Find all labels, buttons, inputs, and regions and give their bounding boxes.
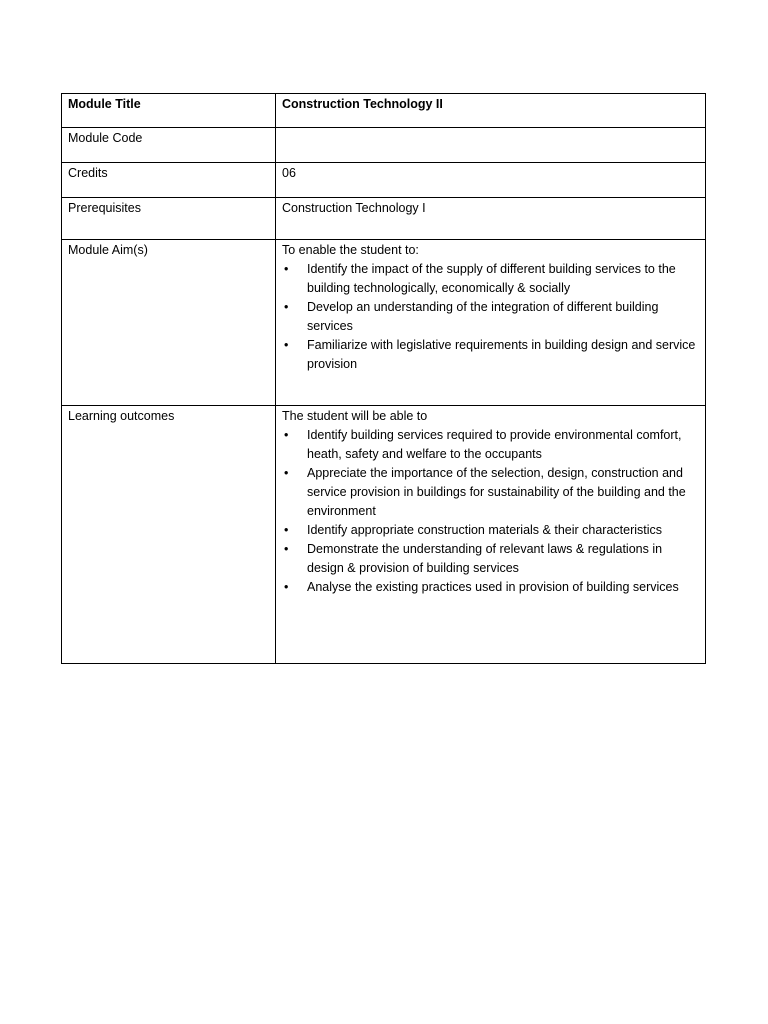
bullet-icon: • <box>284 542 289 556</box>
bullet-icon: • <box>284 300 289 314</box>
list-item <box>282 464 699 521</box>
bullet-icon: • <box>284 466 289 480</box>
list-item <box>282 578 699 597</box>
module-title-value: Construction Technology II <box>276 94 706 128</box>
module-aim-text: Identify the impact of the supply of different building services to the building technologically, economically & socially <box>307 262 676 295</box>
bullet-icon: • <box>284 523 289 537</box>
row-module-title <box>62 94 706 128</box>
row-module-aims <box>62 240 706 406</box>
list-item <box>282 336 699 374</box>
credits-value: 06 <box>276 163 706 198</box>
list-item <box>282 540 699 578</box>
learning-outcome-text: Analyse the existing practices used in provision of building services <box>307 580 679 594</box>
module-aims-list <box>282 260 699 374</box>
learning-outcome-text: Identify building services required to provide environmental comfort, heath, safety and welfare to the occupants <box>307 428 682 461</box>
learning-outcomes-intro: The student will be able to <box>282 409 428 423</box>
module-code-label: Module Code <box>62 128 276 163</box>
credits-label: Credits <box>62 163 276 198</box>
list-item <box>282 426 699 464</box>
module-descriptor-table <box>61 93 706 664</box>
row-learning-outcomes <box>62 406 706 664</box>
module-title-label: Module Title <box>62 94 276 128</box>
row-prerequisites <box>62 198 706 240</box>
bullet-icon: • <box>284 580 289 594</box>
learning-outcome-text: Identify appropriate construction materials & their characteristics <box>307 523 663 537</box>
learning-outcome-text: Appreciate the importance of the selection, design, construction and service provision in buildings for sustainability of the building and the environment <box>307 466 686 518</box>
module-aim-text: Familiarize with legislative requirements in building design and service provision <box>307 338 696 371</box>
row-module-code <box>62 128 706 163</box>
bullet-icon: • <box>284 338 289 352</box>
prerequisites-label: Prerequisites <box>62 198 276 240</box>
row-credits <box>62 163 706 198</box>
module-aims-intro: To enable the student to: <box>282 243 419 257</box>
learning-outcomes-list <box>282 426 699 597</box>
list-item <box>282 260 699 298</box>
list-item <box>282 298 699 336</box>
module-code-value <box>276 128 706 163</box>
prerequisites-value: Construction Technology I <box>276 198 706 240</box>
learning-outcomes-cell <box>276 406 706 664</box>
module-aims-cell <box>276 240 706 406</box>
bullet-icon: • <box>284 428 289 442</box>
bullet-icon: • <box>284 262 289 276</box>
module-aim-text: Develop an understanding of the integration of different building services <box>307 300 659 333</box>
learning-outcome-text: Demonstrate the understanding of relevant laws & regulations in design & provision of building services <box>307 542 663 575</box>
module-aims-label: Module Aim(s) <box>62 240 276 406</box>
list-item <box>282 521 699 540</box>
learning-outcomes-label: Learning outcomes <box>62 406 276 664</box>
